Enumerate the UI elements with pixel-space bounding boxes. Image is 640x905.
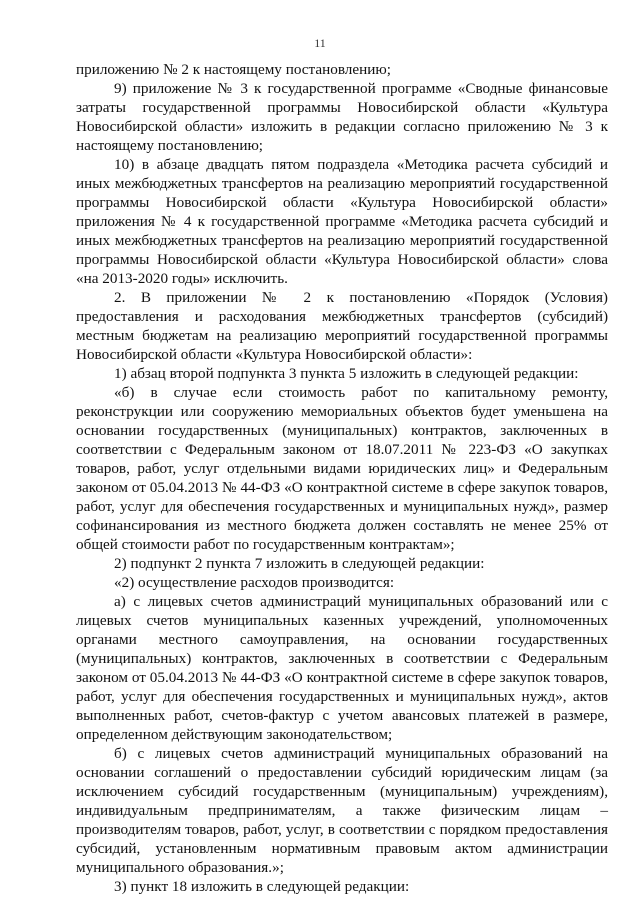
paragraph-4: 2. В приложении № 2 к постановлению «Порядок (Условия) предоставления и расходования межбюджетных трансфертов (субсидий) местным бюджетам на реализацию мероприятий государственной программы Новосибирской области «Культура Новосибирской области»:	[76, 289, 608, 363]
paragraph-10: б) с лицевых счетов администраций муниципальных образований на основании соглашений о предоставлении субсидий юридическим лицам (за исключением субсидий государственным (муниципальным) учреждениям), индивидуальным предпринимателям, а также физическим лицам – производителям товаров, работ, услуг, в соответствии с порядком предоставления субсидий, установленным нормативным правовым актом администрации муниципального образования.»;	[76, 745, 608, 876]
paragraph-5: 1) абзац второй подпункта 3 пункта 5 изложить в следующей редакции:	[114, 365, 579, 382]
paragraph-6: «б) в случае если стоимость работ по капитальному ремонту, реконструкции или сооружению мемориальных объектов будет уменьшена на основании государственных (муниципальных) контрактов, заключенных в соответствии с Федеральным законом от 18.07.2011 № 223-ФЗ «О закупках товаров, работ, услуг отдельными видами юридических лиц» и Федеральным законом от 05.04.2013 № 44-ФЗ «О контрактной системе в сфере закупок товаров, работ, услуг для обеспечения государственных и муниципальных нужд», размер софинансирования из местного бюджета должен составлять не менее 25% от общей стоимости работ по государственным контрактам»;	[76, 384, 608, 553]
paragraph-2: 9) приложение № 3 к государственной программе «Сводные финансовые затраты государственной программы Новосибирской области «Культура Новосибирской области» изложить в редакции согласно приложению № 3 к настоящему постановлению;	[76, 80, 608, 154]
document-body	[76, 60, 608, 896]
paragraph-1: приложению № 2 к настоящему постановлению;	[76, 61, 391, 78]
paragraph-7: 2) подпункт 2 пункта 7 изложить в следующей редакции:	[114, 555, 485, 572]
paragraph-8: «2) осуществление расходов производится:	[114, 574, 395, 591]
paragraph-9: а) с лицевых счетов администраций муниципальных образований или с лицевых счетов муниципальных казенных учреждений, уполномоченных органами местного самоуправления, на основании государственных (муниципальных) контрактов, заключенных в соответствии с Федеральным законом от 05.04.2013 № 44-ФЗ «О контрактной системе в сфере закупок товаров, работ, услуг для обеспечения государственных и муниципальных нужд», актов выполненных работ, счетов-фактур с учетом авансовых платежей в размере, определенном действующим законодательством;	[76, 593, 608, 743]
paragraph-3: 10) в абзаце двадцать пятом подраздела «Методика расчета субсидий и иных межбюджетных трансфертов на реализацию мероприятий государственной программы Новосибирской области «Культура Новосибирской области» приложения № 4 к государственной программе «Методика расчета субсидий и иных межбюджетных трансфертов на реализацию мероприятий государственной программы Новосибирской области «Культура Новосибирской области» слова «на 2013-2020 годы» исключить.	[76, 156, 608, 287]
paragraph-11: 3) пункт 18 изложить в следующей редакции:	[114, 878, 410, 895]
page-number: 11	[314, 36, 326, 50]
